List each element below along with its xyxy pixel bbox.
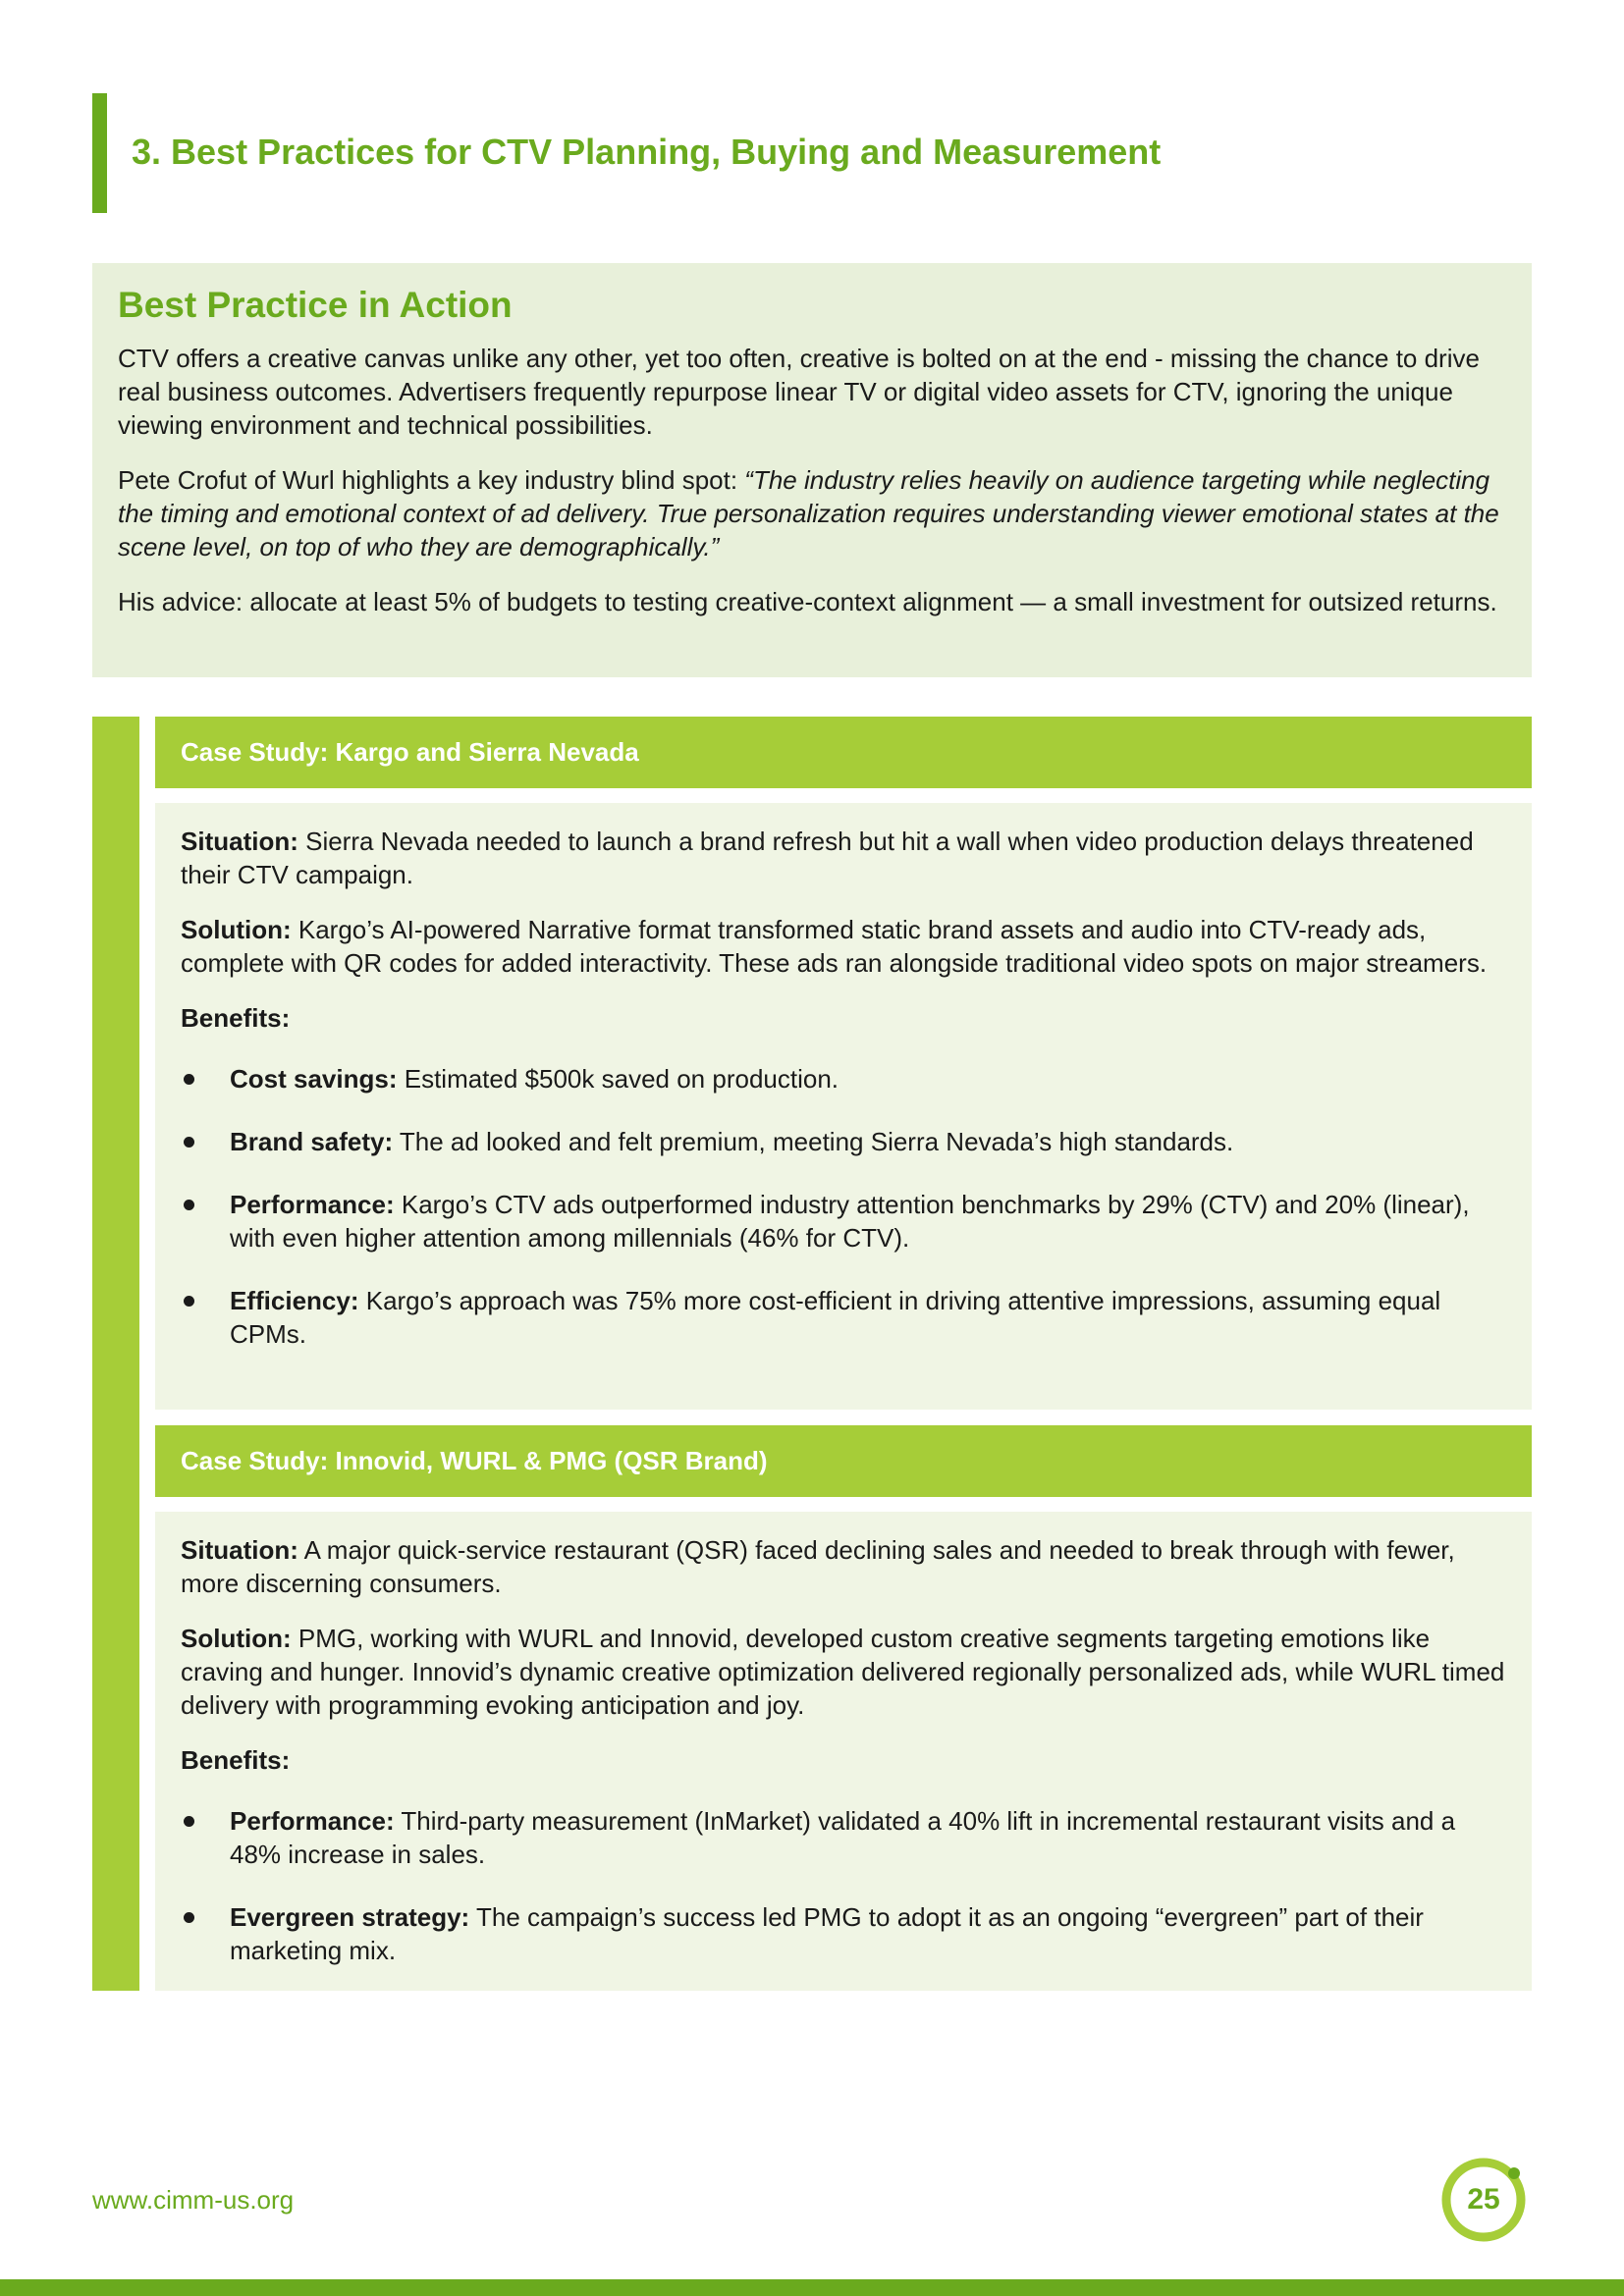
benefit-text: The ad looked and felt premium, meeting Sierra Nevada’s high standards. bbox=[393, 1127, 1234, 1156]
case-study-2-solution bbox=[181, 1622, 1506, 1722]
benefit-text: Estimated $500k saved on production. bbox=[397, 1064, 839, 1094]
case-study-1-header: Case Study: Kargo and Sierra Nevada bbox=[155, 717, 1532, 788]
page-number: 25 bbox=[1467, 2183, 1500, 2216]
quote-intro: Pete Crofut of Wurl highlights a key industry blind spot: bbox=[118, 465, 745, 495]
section-title: 3. Best Practices for CTV Planning, Buying and Measurement bbox=[132, 132, 1162, 172]
benefit-item bbox=[181, 1804, 1506, 1871]
solution-text: Kargo’s AI-powered Narrative format transformed static brand assets and audio into CTV-ready ads, complete with QR codes for added interactivity. These ads ran alongside traditional video spots on major streamers. bbox=[181, 915, 1488, 978]
benefit-label: Efficiency: bbox=[230, 1286, 359, 1315]
bullet-icon bbox=[184, 1137, 194, 1148]
benefit-label: Evergreen strategy: bbox=[230, 1902, 470, 1932]
bullet-icon bbox=[184, 1296, 194, 1307]
case-study-2-header: Case Study: Innovid, WURL & PMG (QSR Brand) bbox=[155, 1425, 1532, 1497]
bullet-icon bbox=[184, 1816, 194, 1827]
benefit-text: The campaign’s success led PMG to adopt it as an ongoing “evergreen” part of their marketing mix. bbox=[230, 1902, 1424, 1965]
benefit-text: Kargo’s CTV ads outperformed industry attention benchmarks by 29% (CTV) and 20% (linear), with even higher attention among millennials (46% for CTV). bbox=[230, 1190, 1470, 1253]
benefit-item bbox=[181, 1188, 1506, 1255]
case-study-1-situation bbox=[181, 825, 1506, 891]
benefit-item bbox=[181, 1062, 1506, 1095]
case-study-1-body bbox=[155, 803, 1532, 1410]
case-study-1-solution bbox=[181, 913, 1506, 980]
solution-label: Solution: bbox=[181, 915, 292, 944]
benefit-text: Kargo’s approach was 75% more cost-efficient in driving attentive impressions, assuming equal CPMs. bbox=[230, 1286, 1441, 1349]
bullet-icon bbox=[184, 1912, 194, 1923]
bullet-icon bbox=[184, 1074, 194, 1085]
solution-label: Solution: bbox=[181, 1624, 292, 1653]
bullet-icon bbox=[184, 1200, 194, 1210]
solution-text: PMG, working with WURL and Innovid, developed custom creative segments targeting emotions like craving and hunger. Innovid’s dynamic creative optimization delivered regionally personalized ads, while WURL timed delivery with programming evoking anticipation and joy. bbox=[181, 1624, 1505, 1720]
section-accent-bar bbox=[92, 93, 107, 213]
case-studies-side-bar bbox=[92, 717, 139, 1991]
industry-quote: “The industry relies heavily on audience targeting while neglecting the timing and emotional context of ad delivery. True personalization requires understanding viewer emotional states at the scene level, on top of who they are demographically.” bbox=[118, 465, 1499, 561]
case-study-2-benefits-list bbox=[181, 1804, 1506, 1967]
best-practice-box bbox=[92, 263, 1532, 677]
best-practice-title: Best Practice in Action bbox=[118, 285, 513, 325]
situation-text: Sierra Nevada needed to launch a brand refresh but hit a wall when video production delays threatened their CTV campaign. bbox=[181, 827, 1474, 889]
best-practice-paragraph-2 bbox=[118, 463, 1506, 563]
footer-bottom-bar bbox=[0, 2279, 1624, 2296]
best-practice-paragraph-1: CTV offers a creative canvas unlike any other, yet too often, creative is bolted on at the end - missing the chance to drive real business outcomes. Advertisers frequently repurpose linear TV or digital video assets for CTV, ignoring the unique viewing environment and technical possibilities. bbox=[118, 344, 1480, 440]
benefit-text: Third-party measurement (InMarket) validated a 40% lift in incremental restaurant visits and a 48% increase in sales. bbox=[230, 1806, 1456, 1869]
best-practice-paragraph-3: His advice: allocate at least 5% of budgets to testing creative-context alignment — a small investment for outsized returns. bbox=[118, 587, 1497, 616]
case-study-2-body bbox=[155, 1512, 1532, 1991]
case-study-1-benefits-label: Benefits: bbox=[181, 1003, 291, 1033]
benefit-item bbox=[181, 1900, 1506, 1967]
case-study-2-situation bbox=[181, 1533, 1506, 1600]
benefit-label: Performance: bbox=[230, 1190, 395, 1219]
benefit-label: Performance: bbox=[230, 1806, 395, 1836]
situation-label: Situation: bbox=[181, 1535, 298, 1565]
situation-text: A major quick-service restaurant (QSR) faced declining sales and needed to break through with fewer, more discerning consumers. bbox=[181, 1535, 1455, 1598]
benefit-label: Brand safety: bbox=[230, 1127, 394, 1156]
case-study-1-benefits-list bbox=[181, 1062, 1506, 1351]
footer-url-link[interactable]: www.cimm-us.org bbox=[92, 2185, 295, 2215]
situation-label: Situation: bbox=[181, 827, 298, 856]
benefit-item bbox=[181, 1284, 1506, 1351]
case-study-2-benefits-label: Benefits: bbox=[181, 1745, 291, 1775]
benefit-label: Cost savings: bbox=[230, 1064, 398, 1094]
page-number-badge bbox=[1439, 2156, 1528, 2244]
benefit-item bbox=[181, 1125, 1506, 1158]
